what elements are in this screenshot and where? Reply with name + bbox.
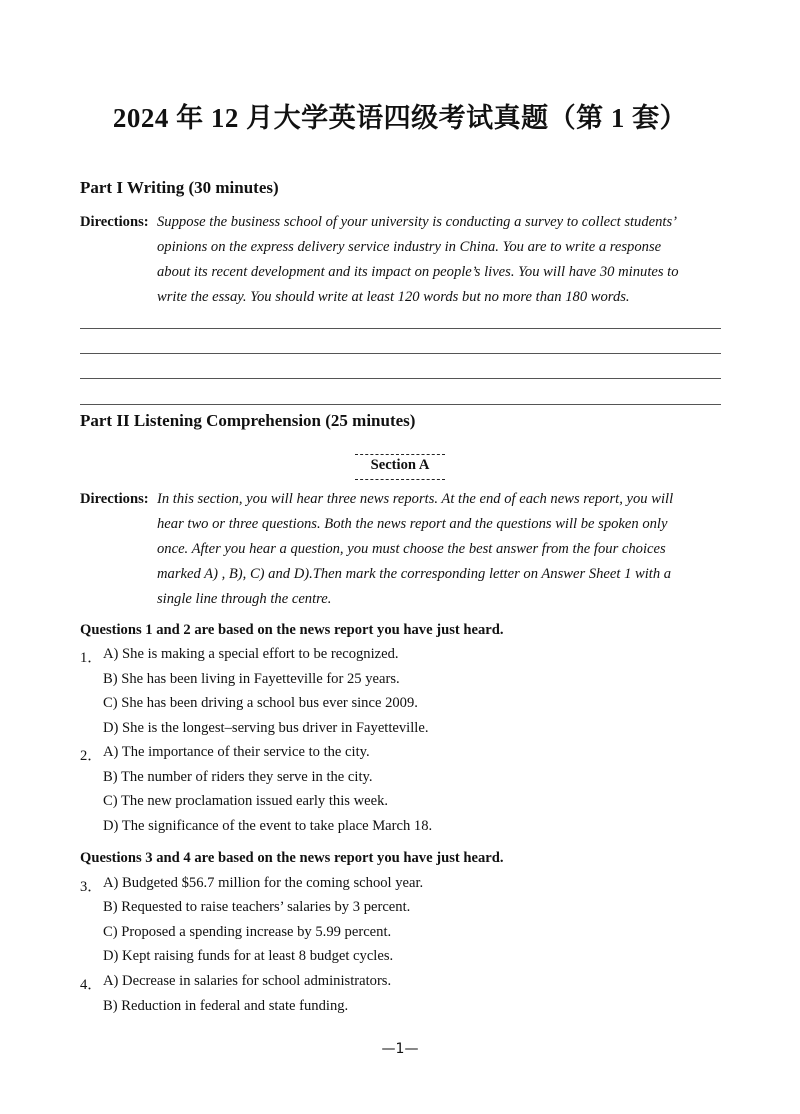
question-group-intro: Questions 1 and 2 are based on the news report you have just heard. (80, 622, 504, 638)
writing-line (80, 404, 721, 405)
directions-line: hear two or three questions. Both the news report and the questions will be spoken only (157, 516, 668, 532)
answer-option: A) The importance of their service to the city. (103, 744, 370, 760)
directions-line: opinions on the express delivery service industry in China. You are to write a response (157, 239, 662, 255)
section-a-label: Section A (355, 450, 445, 480)
answer-option: A) Budgeted $56.7 million for the coming school year. (103, 875, 424, 891)
answer-option: C) Proposed a spending increase by 5.99 percent. (103, 924, 392, 940)
question-group-intro: Questions 3 and 4 are based on the news report you have just heard. (80, 850, 504, 866)
answer-option: B) She has been living in Fayetteville for 25 years. (103, 671, 400, 687)
directions-label: Directions: (80, 491, 149, 507)
directions-line: single line through the centre. (157, 591, 332, 607)
answer-option: D) Kept raising funds for at least 8 budget cycles. (103, 948, 394, 964)
answer-option: D) The significance of the event to take place March 18. (103, 818, 433, 834)
directions-label: Directions: (80, 214, 149, 230)
question-number: 2． (80, 748, 102, 764)
answer-option: B) Reduction in federal and state funding. (103, 998, 349, 1014)
directions-line: Suppose the business school of your university is conducting a survey to collect students’ (157, 214, 678, 230)
directions-line: write the essay. You should write at least 120 words but no more than 180 words. (157, 289, 630, 305)
answer-option: B) Requested to raise teachers’ salaries by 3 percent. (103, 899, 411, 915)
answer-option: A) She is making a special effort to be recognized. (103, 646, 399, 662)
question-number: 4． (80, 977, 102, 993)
answer-option: B) The number of riders they serve in the city. (103, 769, 373, 785)
question-number: 3． (80, 879, 102, 895)
writing-line (80, 328, 721, 329)
part2-heading: Part II Listening Comprehension (25 minutes) (80, 411, 416, 430)
answer-option: D) She is the longest–serving bus driver in Fayetteville. (103, 720, 429, 736)
answer-option: C) She has been driving a school bus ever since 2009. (103, 695, 418, 711)
exam-title: 2024 年 12 月大学英语四级考试真题（第 1 套） (112, 103, 688, 133)
writing-line (80, 353, 721, 354)
writing-line (80, 378, 721, 379)
question-number: 1． (80, 650, 102, 666)
part1-heading: Part I Writing (30 minutes) (80, 178, 279, 197)
answer-option: C) The new proclamation issued early this week. (103, 793, 389, 809)
directions-line: In this section, you will hear three news reports. At the end of each news report, you will (157, 491, 674, 507)
directions-line: about its recent development and its impact on people’s lives. You will have 30 minutes to (157, 264, 679, 280)
answer-option: A) Decrease in salaries for school administrators. (103, 973, 392, 989)
directions-line: marked A) , B), C) and D).Then mark the corresponding letter on Answer Sheet 1 with a (157, 566, 672, 582)
page-number: —1— (381, 1041, 419, 1057)
directions-line: once. After you hear a question, you must choose the best answer from the four choices (157, 541, 666, 557)
